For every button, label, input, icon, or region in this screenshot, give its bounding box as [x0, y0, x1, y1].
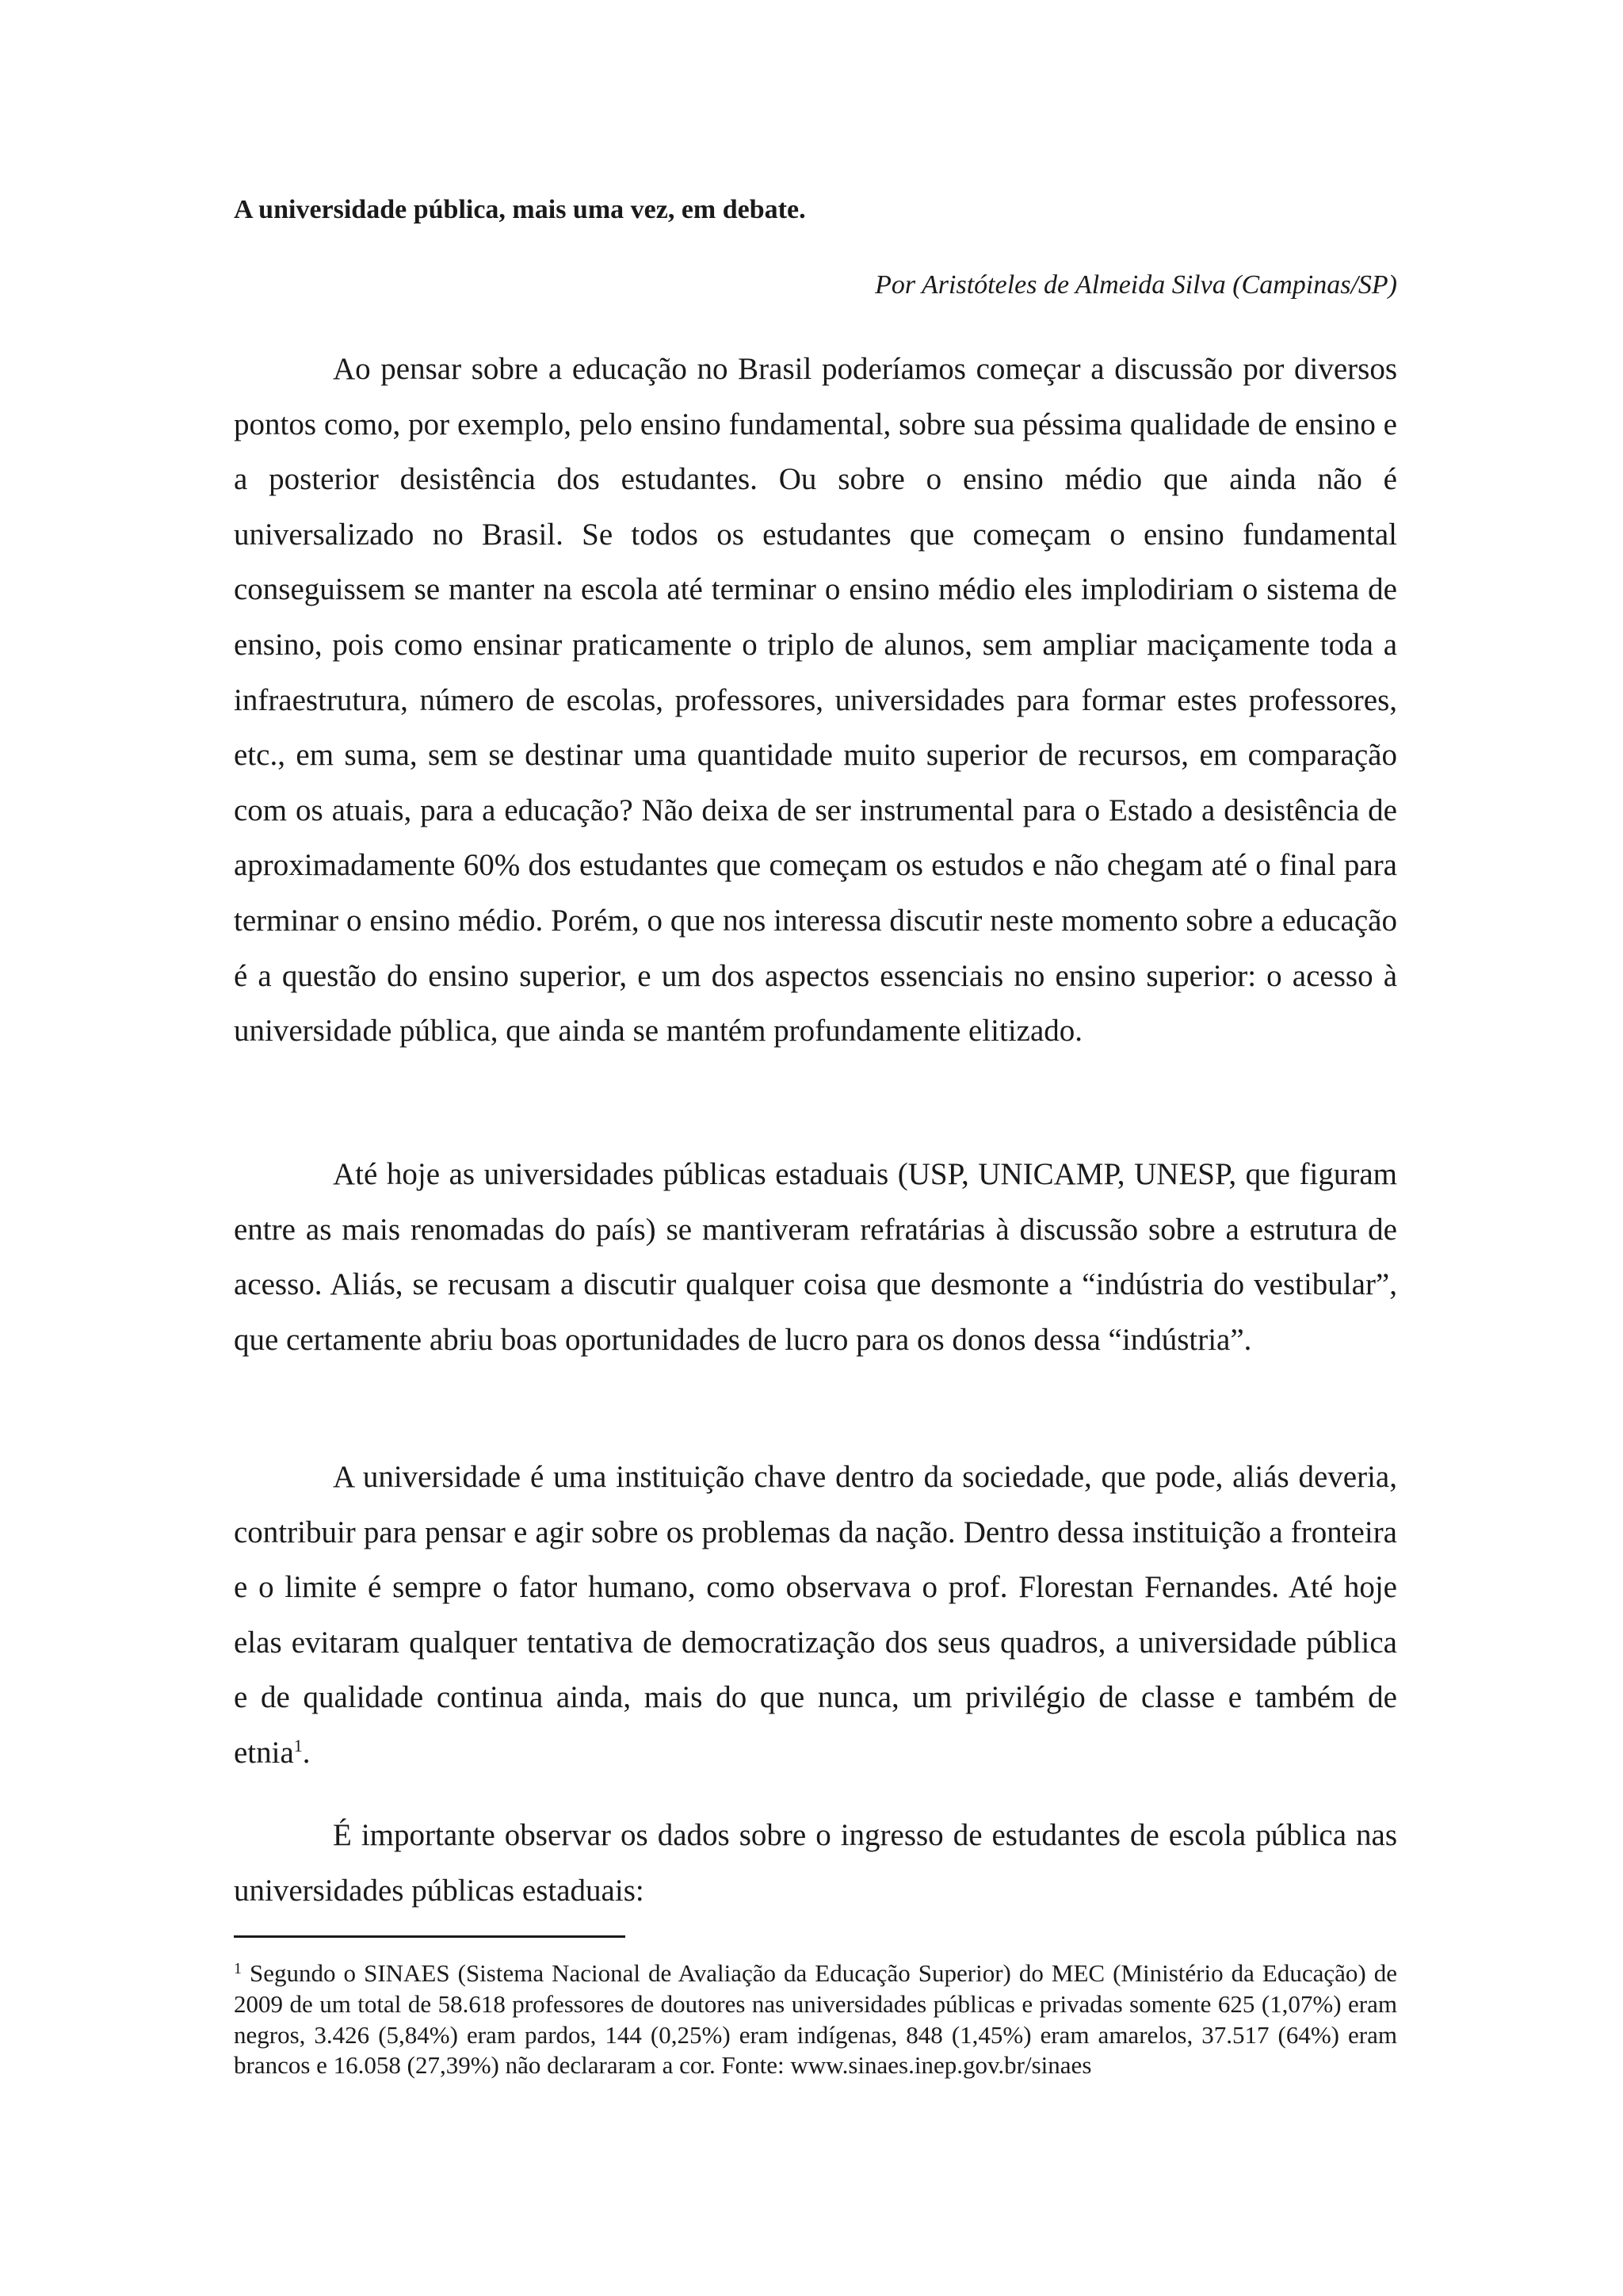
paragraph-2: Até hoje as universidades públicas estaduais (USP, UNICAMP, UNESP, que figuram entre as mais renomadas do país) se mantiveram refratárias à discussão sobre a estrutura de acesso. Aliás, se recusam a discutir qualquer coisa que desmonte a “indústria do vestibular”, que certamente abriu boas oportunidades de lucro para os donos dessa “indústria”.: [234, 1157, 1397, 1357]
paragraph-3-end: .: [302, 1735, 311, 1770]
paragraph-3-text: A universidade é uma instituição chave dentro da sociedade, que pode, aliás deveria, contribuir para pensar e agir sobre os problemas da nação. Dentro dessa instituição a fronteira e o limite é sempre o fator humano, como observava o prof. Florestan Fernandes. Até hoje elas evitaram qualquer tentativa de democratização dos seus quadros, a universidade pública e de qualidade continua ainda, mais do que nunca, um privilégio de classe e também de etnia: [234, 1460, 1397, 1770]
footnote-text: Segundo o SINAES (Sistema Nacional de Avaliação da Educação Superior) do MEC (Ministério da Educação) de 2009 de um total de 58.618 professores de doutores nas universidades públicas e privadas somente 625 (1,07%) eram negros, 3.426 (5,84%) eram pardos, 144 (0,25%) eram indígenas, 848 (1,45%) eram amarelos, 37.517 (64%) eram brancos e 16.058 (27,39%) não declararam a cor. Fonte: www.sinaes.inep.gov.br/sinaes: [234, 1959, 1397, 2080]
footnote-divider: [234, 1935, 625, 1938]
footnote: [234, 1958, 1397, 2081]
article-title: A universidade pública, mais uma vez, em debate.: [234, 195, 806, 224]
article-byline: Por Aristóteles de Almeida Silva (Campinas/SP): [875, 270, 1397, 300]
paragraph-1: Ao pensar sobre a educação no Brasil poderíamos começar a discussão por diversos pontos como, por exemplo, pelo ensino fundamental, sobre sua péssima qualidade de ensino e a posterior desistência dos estudantes. Ou sobre o ensino médio que ainda não é universalizado no Brasil. Se todos os estudantes que começam o ensino fundamental conseguissem se manter na escola até terminar o ensino médio eles implodiriam o sistema de ensino, pois como ensinar praticamente o triplo de alunos, sem ampliar maciçamente toda a infraestrutura, número de escolas, professores, universidades para formar estes professores, etc., em suma, sem se destinar uma quantidade muito superior de recursos, em comparação com os atuais, para a educação? Não deixa de ser instrumental para o Estado a desistência de aproximadamente 60% dos estudantes que começam os estudos e não chegam até o final para terminar o ensino médio. Porém, o que nos interessa discutir neste momento sobre a educação é a questão do ensino superior, e um dos aspectos essenciais no ensino superior: o acesso à universidade pública, que ainda se mantém profundamente elitizado.: [234, 352, 1397, 1049]
paragraph-4: É importante observar os dados sobre o ingresso de estudantes de escola pública nas universidades públicas estaduais:: [234, 1818, 1397, 1908]
paragraph-3: [234, 1450, 1397, 1781]
footnote-reference: 1: [293, 1735, 303, 1755]
footnote-number: 1: [234, 1960, 242, 1977]
